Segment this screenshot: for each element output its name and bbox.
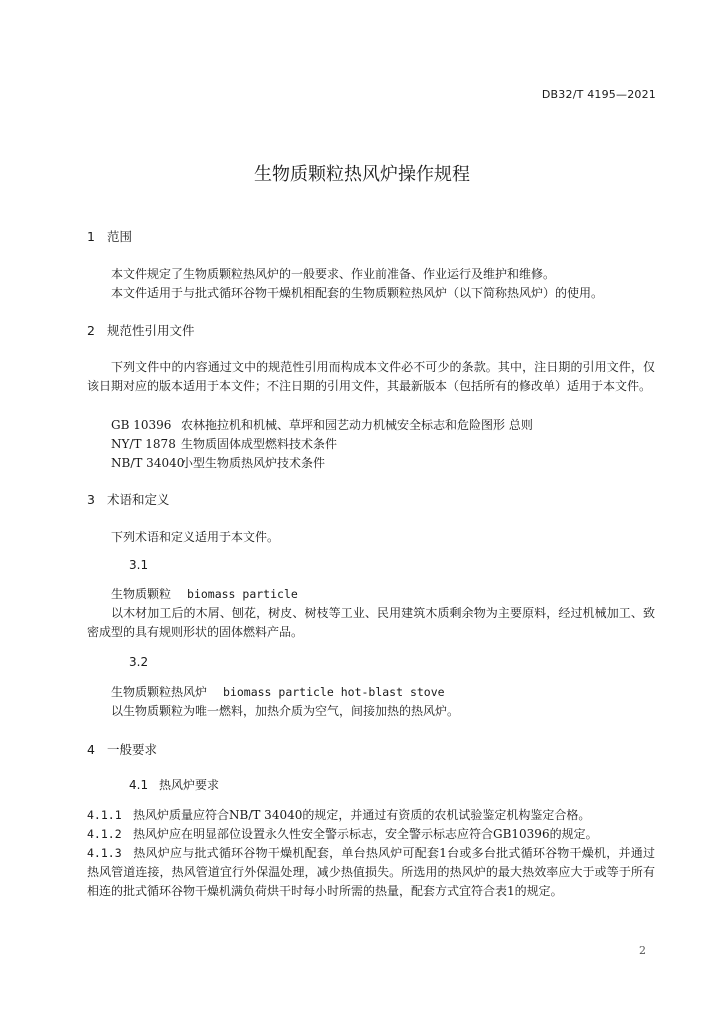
terms-intro: 下列术语和定义适用于本文件。	[111, 530, 280, 544]
section-number: 2	[87, 323, 95, 338]
clause-text: 热风炉应与批式循环谷物干燥机配套，单台热风炉可配套1台或多台批式循环谷物干燥机，并通过热风管道连接，热风管道宜行外保温处理，减少热值损失。所选用的热风炉的最大热效率应大于或等于所有相连的批式循环谷物干燥机满负荷烘干时每小时所需的热量，配套方式宜符合表1的规定。	[87, 846, 655, 898]
section-4-heading	[87, 740, 157, 758]
section-title: 术语和定义	[107, 492, 170, 507]
term-entry	[111, 585, 298, 602]
reference-item	[111, 435, 337, 452]
reference-code: NY/T 1878	[111, 437, 176, 451]
document-title: 生物质颗粒热风炉操作规程	[254, 164, 470, 185]
clause-number: 4.1.2	[87, 827, 122, 841]
term-entry	[111, 683, 445, 700]
section-title: 一般要求	[107, 742, 158, 757]
subsection-heading	[129, 776, 219, 793]
term-zh: 生物质颗粒热风炉	[111, 685, 208, 699]
scope-paragraph-1: 本文件规定了生物质颗粒热风炉的一般要求、作业前准备、作业运行及维护和维修。	[111, 267, 556, 281]
section-number: 4	[87, 742, 95, 757]
clause-text: 热风炉应在明显部位设置永久性安全警示标志，安全警示标志应符合GB10396的规定。	[133, 827, 598, 841]
section-2-heading	[87, 321, 195, 339]
term-number: 3.2	[129, 655, 149, 669]
section-title: 范围	[107, 229, 133, 244]
reference-title: 生物质固体成型燃料技术条件	[181, 437, 338, 451]
scope-paragraph-2: 本文件适用于与批式循环谷物干燥机相配套的生物质颗粒热风炉（以下简称热风炉）的使用。	[111, 286, 604, 300]
reference-item	[111, 454, 325, 471]
section-1-heading	[87, 227, 132, 245]
reference-item	[111, 416, 533, 433]
reference-code: GB 10396	[111, 418, 172, 432]
term-definition: 以木材加工后的木屑、刨花，树皮、树枝等工业、民用建筑木质剩余物为主要原料，经过机械加工、致密成型的具有规则形状的固体燃料产品。	[87, 606, 655, 639]
clause-text: 热风炉质量应符合NB/T 34040的规定，并通过有资质的农机试验鉴定机构鉴定合格。	[133, 808, 591, 822]
clause-number: 4.1.1	[87, 808, 122, 822]
section-number: 1	[87, 229, 95, 244]
subsection-number: 4.1	[129, 778, 149, 792]
section-number: 3	[87, 492, 95, 507]
reference-title: 小型生物质热风炉技术条件	[181, 456, 326, 470]
reference-code: NB/T 34040	[111, 456, 185, 470]
section-3-heading	[87, 490, 170, 508]
subsection-title: 热风炉要求	[159, 778, 220, 792]
term-definition: 以生物质颗粒为唯一燃料，加热介质为空气，间接加热的热风炉。	[111, 704, 460, 718]
term-en: biomass particle	[187, 587, 298, 601]
term-number: 3.1	[129, 558, 149, 572]
standard-code: DB32/T 4195—2021	[541, 88, 656, 101]
term-en: biomass particle hot-blast stove	[223, 685, 445, 699]
page-number: 2	[639, 944, 646, 957]
clause-number: 4.1.3	[87, 846, 122, 860]
reference-title: 农林拖拉机和机械、草坪和园艺动力机械安全标志和危险图形 总则	[181, 418, 533, 432]
normative-references-intro: 下列文件中的内容通过文中的规范性引用而构成本文件必不可少的条款。其中，注日期的引用文件，仅该日期对应的版本适用于本文件；不注日期的引用文件，其最新版本（包括所有的修改单）适用于本文件。	[87, 360, 655, 393]
clause	[87, 806, 590, 823]
clause	[87, 844, 655, 901]
clause	[87, 825, 598, 842]
section-title: 规范性引用文件	[107, 323, 195, 338]
term-zh: 生物质颗粒	[111, 587, 172, 601]
